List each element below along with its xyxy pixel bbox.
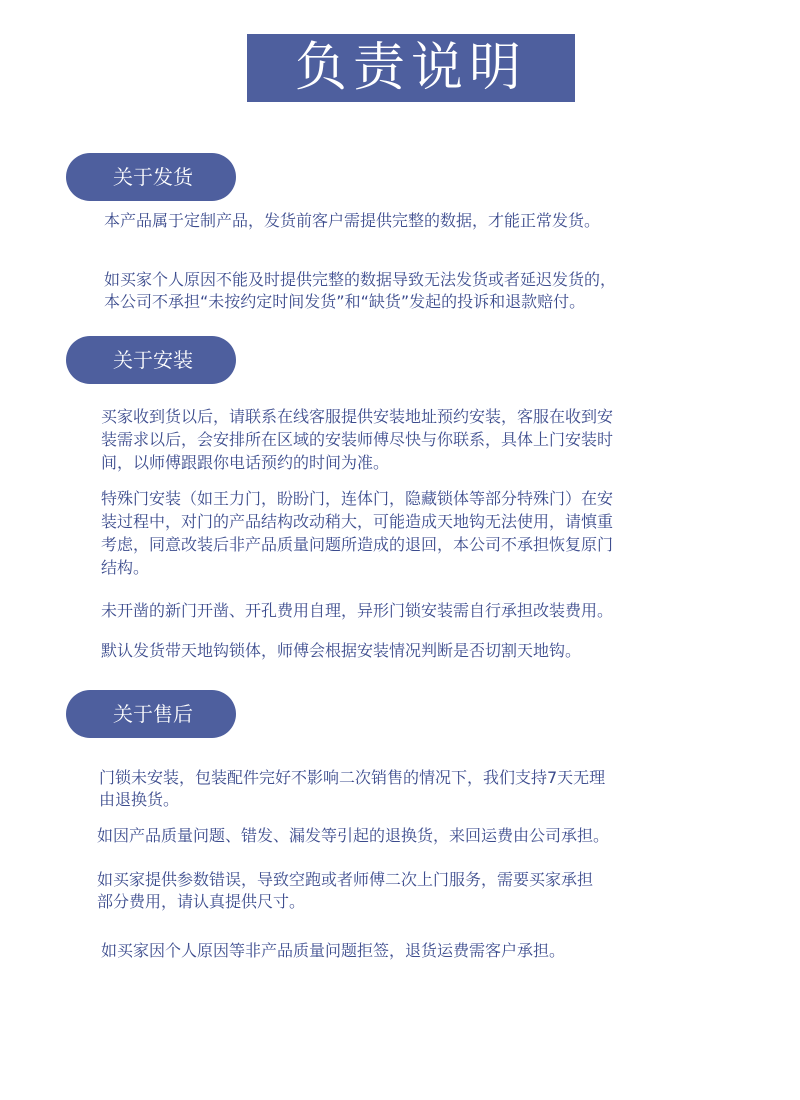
text-line: 未开凿的新门开凿、开孔费用自理，异形门锁安装需自行承担改装费用。 xyxy=(101,601,614,620)
text-line: 如买家提供参数错误，导致空跑或者师傅二次上门服务，需要买家承担 xyxy=(97,870,594,889)
after-sales-paragraph-1 xyxy=(99,767,605,811)
after-sales-paragraph-3 xyxy=(97,869,593,913)
text-line: 本产品属于定制产品，发货前客户需提供完整的数据，才能正常发货。 xyxy=(104,211,601,230)
text-line: 如买家因个人原因等非产品质量问题拒签，退货运费需客户承担。 xyxy=(101,941,566,960)
text-line: 默认发货带天地钩锁体，师傅会根据安装情况判断是否切割天地钩。 xyxy=(101,641,582,660)
after-sales-paragraph-4 xyxy=(101,940,565,961)
text-line: 如买家个人原因不能及时提供完整的数据导致无法发货或者延迟发货的， xyxy=(104,270,617,289)
text-line: 买家收到货以后，请联系在线客服提供安装地址预约安装，客服在收到安 xyxy=(101,407,614,426)
text-line: 如因产品质量问题、错发、漏发等引起的退换货，来回运费由公司承担。 xyxy=(97,826,610,845)
text-line: 由退换货。 xyxy=(99,790,180,809)
shipping-paragraph-1 xyxy=(104,210,600,231)
text-line: 特殊门安装（如王力门，盼盼门，连体门，隐藏锁体等部分特殊门）在安 xyxy=(101,489,614,508)
installation-paragraph-4 xyxy=(101,640,581,661)
text-line: 间，以师傅跟跟你电话预约的时间为准。 xyxy=(101,453,390,472)
text-line: 装过程中，对门的产品结构改动稍大，可能造成天地钩无法使用，请慎重 xyxy=(101,512,614,531)
text-line: 门锁未安装，包装配件完好不影响二次销售的情况下，我们支持7天无理 xyxy=(99,768,606,787)
installation-paragraph-2 xyxy=(101,487,613,579)
text-line: 考虑，同意改装后非产品质量问题所造成的退回，本公司不承担恢复原门 xyxy=(101,535,614,554)
page-title: 负责说明 xyxy=(247,34,575,102)
section-heading-after-sales: 关于售后 xyxy=(66,690,236,738)
installation-paragraph-3 xyxy=(101,600,613,621)
text-line: 部分费用，请认真提供尺寸。 xyxy=(97,892,306,911)
text-line: 装需求以后，会安排所在区域的安装师傅尽快与你联系，具体上门安装时 xyxy=(101,430,614,449)
installation-paragraph-1 xyxy=(101,405,613,474)
after-sales-paragraph-2 xyxy=(97,825,609,846)
section-heading-shipping: 关于发货 xyxy=(66,153,236,201)
text-line: 结构。 xyxy=(101,558,150,577)
shipping-paragraph-2 xyxy=(104,269,616,313)
section-heading-installation: 关于安装 xyxy=(66,336,236,384)
text-line: 本公司不承担“未按约定时间发货”和“缺货”发起的投诉和退款赔付。 xyxy=(104,292,586,311)
